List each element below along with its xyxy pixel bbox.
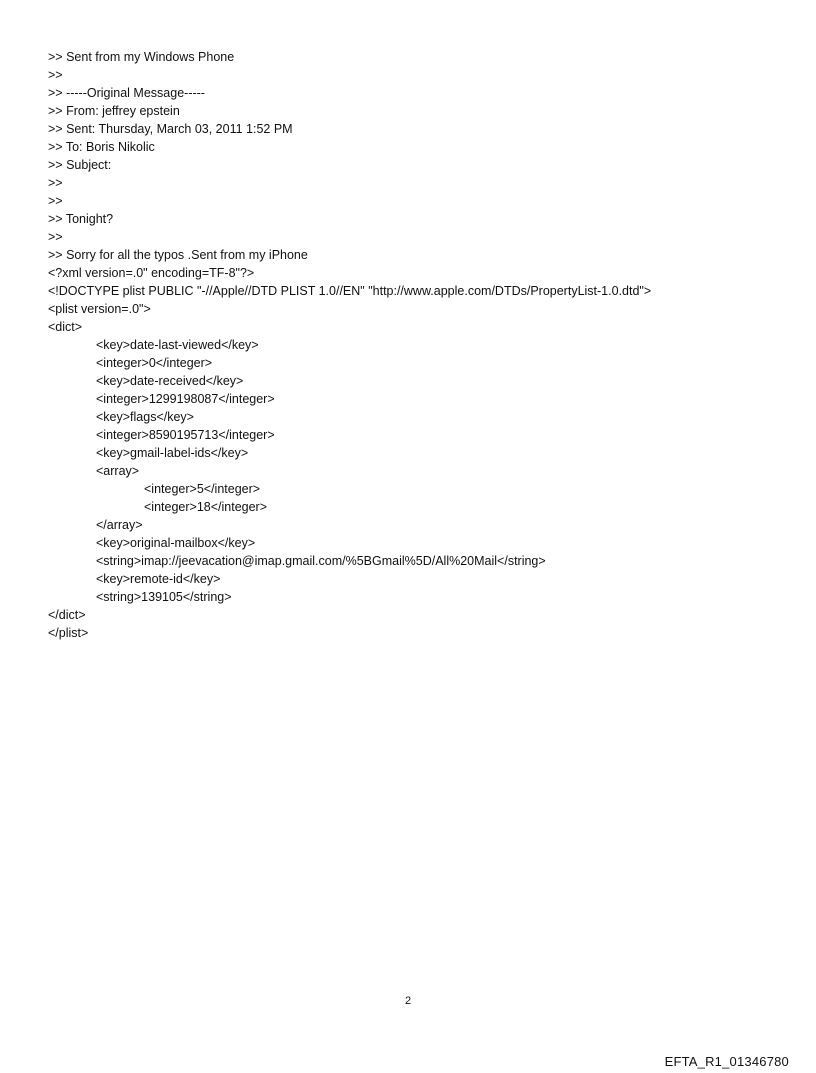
array-close-tag: </array> <box>96 518 143 532</box>
text-line: >> To: Boris Nikolic <box>48 140 155 154</box>
text-line: >> Sent from my Windows Phone <box>48 50 235 64</box>
plist-key: <key>gmail-label-ids</key> <box>96 446 249 460</box>
plist-value: <string>139105</string> <box>96 590 232 604</box>
dict-close-tag: </dict> <box>48 608 86 622</box>
plist-value: <integer>0</integer> <box>96 356 213 370</box>
bates-number: EFTA_R1_01346780 <box>664 1054 789 1069</box>
plist-value: <integer>8590195713</integer> <box>96 428 275 442</box>
dict-open-tag: <dict> <box>48 320 83 334</box>
plist-key: <key>flags</key> <box>96 410 194 424</box>
plist-key: <key>date-last-viewed</key> <box>96 338 259 352</box>
xml-declaration: <?xml version=.0" encoding=TF-8"?> <box>48 266 255 280</box>
array-item: <integer>18</integer> <box>144 500 268 514</box>
text-line: >> <box>48 230 63 244</box>
plist-key: <key>remote-id</key> <box>96 572 221 586</box>
plist-value: <integer>1299198087</integer> <box>96 392 275 406</box>
text-line: >> Subject: <box>48 158 112 172</box>
plist-open-tag: <plist version=.0"> <box>48 302 151 316</box>
email-body <box>48 48 788 642</box>
plist-key: <key>date-received</key> <box>96 374 244 388</box>
text-line: >> Sorry for all the typos .Sent from my iPhone <box>48 248 308 262</box>
plist-value: <string>imap://jeevacation@imap.gmail.com/%5BGmail%5D/All%20Mail</string> <box>96 554 546 568</box>
plist-close-tag: </plist> <box>48 626 89 640</box>
text-line: >> From: jeffrey epstein <box>48 104 180 118</box>
text-line: >> <box>48 176 63 190</box>
doctype-line: <!DOCTYPE plist PUBLIC "-//Apple//DTD PLIST 1.0//EN" "http://www.apple.com/DTDs/PropertyList-1.0.dtd"> <box>48 284 652 298</box>
text-line: >> Sent: Thursday, March 03, 2011 1:52 PM <box>48 122 293 136</box>
page-number: 2 <box>404 995 412 1007</box>
text-line: >> Tonight? <box>48 212 114 226</box>
text-line: >> -----Original Message----- <box>48 86 205 100</box>
array-item: <integer>5</integer> <box>144 482 261 496</box>
text-line: >> <box>48 194 63 208</box>
plist-key: <key>original-mailbox</key> <box>96 536 256 550</box>
text-line: >> <box>48 68 63 82</box>
array-open-tag: <array> <box>96 464 140 478</box>
